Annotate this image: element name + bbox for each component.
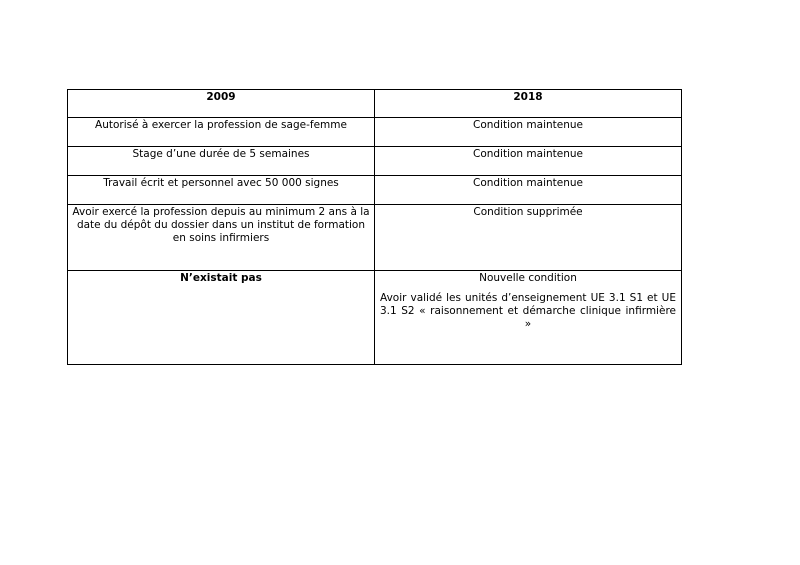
cell-2009: N’existait pas [68,271,375,365]
table-row [68,147,682,176]
table-row [68,176,682,205]
table-header-row [68,90,682,118]
cell-2009: Travail écrit et personnel avec 50 000 signes [68,176,375,205]
table-row [68,118,682,147]
new-condition-detail: Avoir validé les unités d’enseignement UE 3.1 S1 et UE 3.1 S2 « raisonnement et démarche clinique infirmière » [380,292,676,330]
comparison-table [67,89,682,365]
cell-2018: Condition maintenue [375,118,682,147]
cell-2009: Avoir exercé la profession depuis au minimum 2 ans à la date du dépôt du dossier dans un institut de formation en soins infirmiers [68,205,375,271]
header-2018: 2018 [375,90,682,118]
table-row [68,205,682,271]
header-2009: 2009 [68,90,375,118]
cell-2018: Condition maintenue [375,176,682,205]
table-row [68,271,682,365]
paragraph-gap [378,285,678,292]
cell-2018 [375,271,682,365]
new-condition-label: Nouvelle condition [479,272,577,284]
cell-2009: Autorisé à exercer la profession de sage-femme [68,118,375,147]
cell-2018: Condition maintenue [375,147,682,176]
cell-2009: Stage d’une durée de 5 semaines [68,147,375,176]
cell-2018: Condition supprimée [375,205,682,271]
